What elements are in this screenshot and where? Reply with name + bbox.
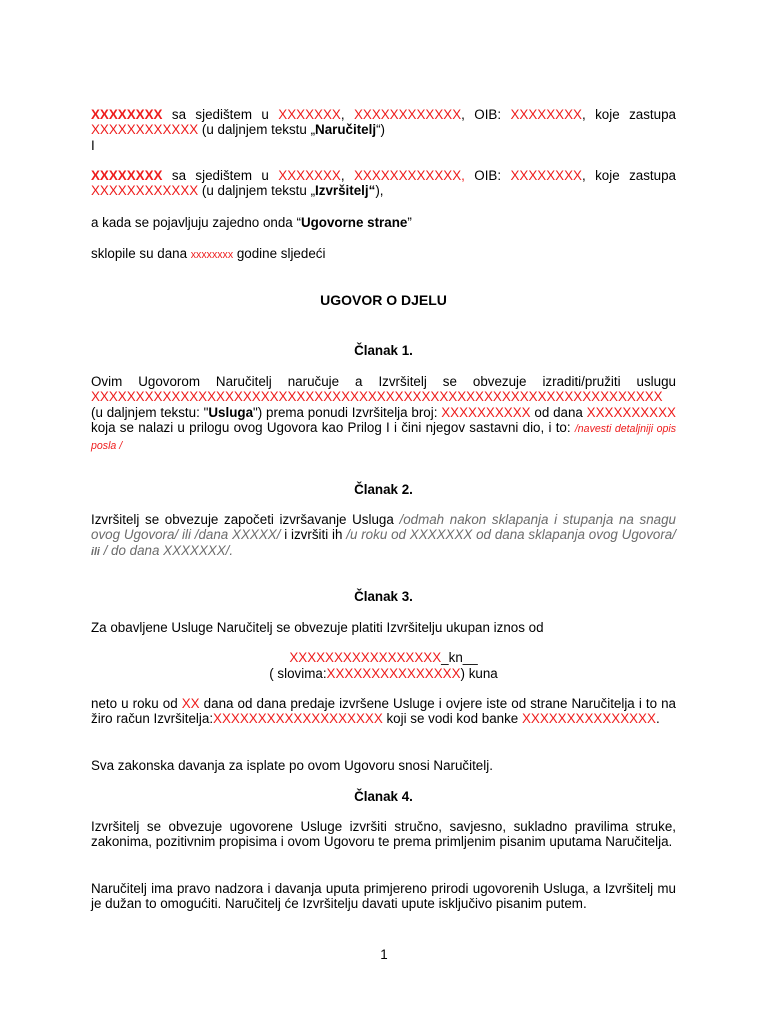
concluded-clause xyxy=(91,246,676,263)
amount-words-line xyxy=(91,666,676,681)
concluded-text: godine sljedeći xyxy=(233,246,326,261)
party1-text: (u daljnjem tekstu „ xyxy=(198,122,316,138)
party1-text: sa sjedištem u xyxy=(162,107,279,122)
amount-value: XXXXXXXXXXXXXXXXX xyxy=(289,650,442,665)
party2-city: XXXXXXX xyxy=(278,168,341,183)
payment-text: neto u roku od xyxy=(91,696,182,711)
article-4-heading: Članak 4. xyxy=(354,789,413,804)
party2-oib: XXXXXXXX xyxy=(510,168,582,183)
party2-text: sa sjedištem u xyxy=(162,168,279,183)
party1-city: XXXXXXX xyxy=(278,107,341,122)
payment-text: . xyxy=(655,711,660,727)
offer-date: XXXXXXXXXX xyxy=(586,404,676,420)
party2-name: XXXXXXXX xyxy=(91,168,163,183)
together-text: a kada se pojavljuju zajedno onda “ xyxy=(91,215,301,230)
deadline-date-option: / do dana XXXXXXX/. xyxy=(103,542,234,558)
article-2-heading: Članak 2. xyxy=(354,482,413,497)
article-1-text: koja se nalazi u prilogu ovog Ugovora kao Prilog I i čini njegov sastavni dio, i to: xyxy=(91,419,575,435)
document-title: UGOVOR O DJELU xyxy=(320,292,447,308)
party2-rep: XXXXXXXXXXXX xyxy=(91,183,199,199)
start-option: /odmah nakon sklapanja i stupanja na snagu ovog Ugovora/ ili /dana XXXXX/ xyxy=(91,512,676,543)
article-2-body xyxy=(91,512,676,560)
deadline-option: /u roku od XXXXXXX od dana sklapanja ovog Ugovora/ xyxy=(346,527,676,543)
usluga-term: Usluga xyxy=(208,404,254,420)
party1-text: , OIB: xyxy=(461,107,511,122)
party2-text: , xyxy=(340,168,354,183)
payment-intro: Za obavljene Usluge Naručitelj se obvezuje platiti Izvršitelju ukupan iznos od xyxy=(91,620,544,635)
article-1-text: od dana xyxy=(530,404,587,420)
ili-word: ili xyxy=(91,545,100,558)
concluded-date: xxxxxxxx xyxy=(190,249,234,261)
party1-oib: XXXXXXXX xyxy=(510,107,582,122)
party2-text: , koje zastupa xyxy=(581,168,676,183)
party2-text: (u daljnjem tekstu „ xyxy=(198,183,316,199)
article-2-text: Izvršitelj se obvezuje započeti izvršavanje Usluga xyxy=(91,512,400,527)
bank-name: XXXXXXXXXXXXXXX xyxy=(521,711,656,727)
bank-account: XXXXXXXXXXXXXXXXXXX xyxy=(213,711,383,727)
article-1-text: ") prema ponudi Izvršitelja broj: xyxy=(253,404,442,420)
amount-words: XXXXXXXXXXXXXXX xyxy=(326,666,461,681)
amount-words-text: ( slovima: xyxy=(269,666,327,681)
payment-days: XX xyxy=(181,696,200,711)
conjunction: I xyxy=(91,138,95,153)
party2-text: ), xyxy=(375,183,384,199)
article-3-heading: Članak 3. xyxy=(354,589,413,604)
amount-line xyxy=(91,650,676,665)
party1-text: , koje zastupa xyxy=(581,107,676,122)
party1-address: XXXXXXXXXXXX xyxy=(353,107,462,122)
amount-unit: _kn__ xyxy=(441,650,478,665)
article-1-heading: Članak 1. xyxy=(354,343,413,358)
party2-paragraph xyxy=(91,168,676,199)
article-4-paragraph-2: Naručitelj ima pravo nadzora i davanja uputa primjereno prirodi ugovorenih Usluga, a Izvršitelj mu je dužan to omogućiti. Naručitelj će Izvršitelju davati upute isključivo pisanim putem. xyxy=(91,881,676,912)
together-term: Ugovorne strane xyxy=(300,215,408,230)
payment-text: dana od dana predaje izvršene Usluge i ovjere iste od strane Naručitelja i to na žiro račun Izvršitelja: xyxy=(91,696,676,727)
offer-number: XXXXXXXXXX xyxy=(441,404,531,420)
article-1-body xyxy=(91,374,676,454)
article-4-paragraph-1: Izvršitelj se obvezuje ugovorene Usluge izvršiti stručno, savjesno, sukladno pravilima struke, zakonima, pozitivnim propisima i ovom Ugovoru te prema primljenim pisanim uputama Naručitelja. xyxy=(91,819,676,850)
article-2-text: i izvršiti ih xyxy=(280,527,347,543)
party1-rep: XXXXXXXXXXXX xyxy=(91,122,199,138)
party1-text: “) xyxy=(376,122,385,138)
party2-address: XXXXXXXXXXXX, xyxy=(353,168,465,183)
party1-paragraph xyxy=(91,107,676,138)
description-note: /navesti detaljniji opis posla / xyxy=(91,422,677,453)
together-clause xyxy=(91,215,676,230)
party1-text: , xyxy=(340,107,354,122)
together-text: ” xyxy=(407,215,412,230)
payment-text: koji se vodi kod banke xyxy=(382,711,522,727)
party2-role: Izvršitelj“ xyxy=(315,183,376,199)
service-placeholder: XXXXXXXXXXXXXXXXXXXXXXXXXXXXXXXXXXXXXXXXXXXXXXXXXXXXXXXXXXXXXXXX xyxy=(91,389,663,405)
payment-terms xyxy=(91,696,676,727)
article-1-text: (u daljnjem tekstu: " xyxy=(91,404,209,420)
article-1-text: Ovim Ugovorom Naručitelj naručuje a Izvršitelj se obvezuje izraditi/pružiti uslugu xyxy=(91,374,676,389)
party2-text: OIB: xyxy=(464,168,511,183)
tax-clause: Sva zakonska davanja za isplate po ovom Ugovoru snosi Naručitelj. xyxy=(91,758,493,773)
concluded-text: sklopile su dana xyxy=(91,246,191,261)
amount-words-text: ) kuna xyxy=(460,666,498,681)
party1-name: XXXXXXXX xyxy=(91,107,163,122)
party1-role: Naručitelj xyxy=(315,122,377,138)
page-number: 1 xyxy=(380,947,388,962)
